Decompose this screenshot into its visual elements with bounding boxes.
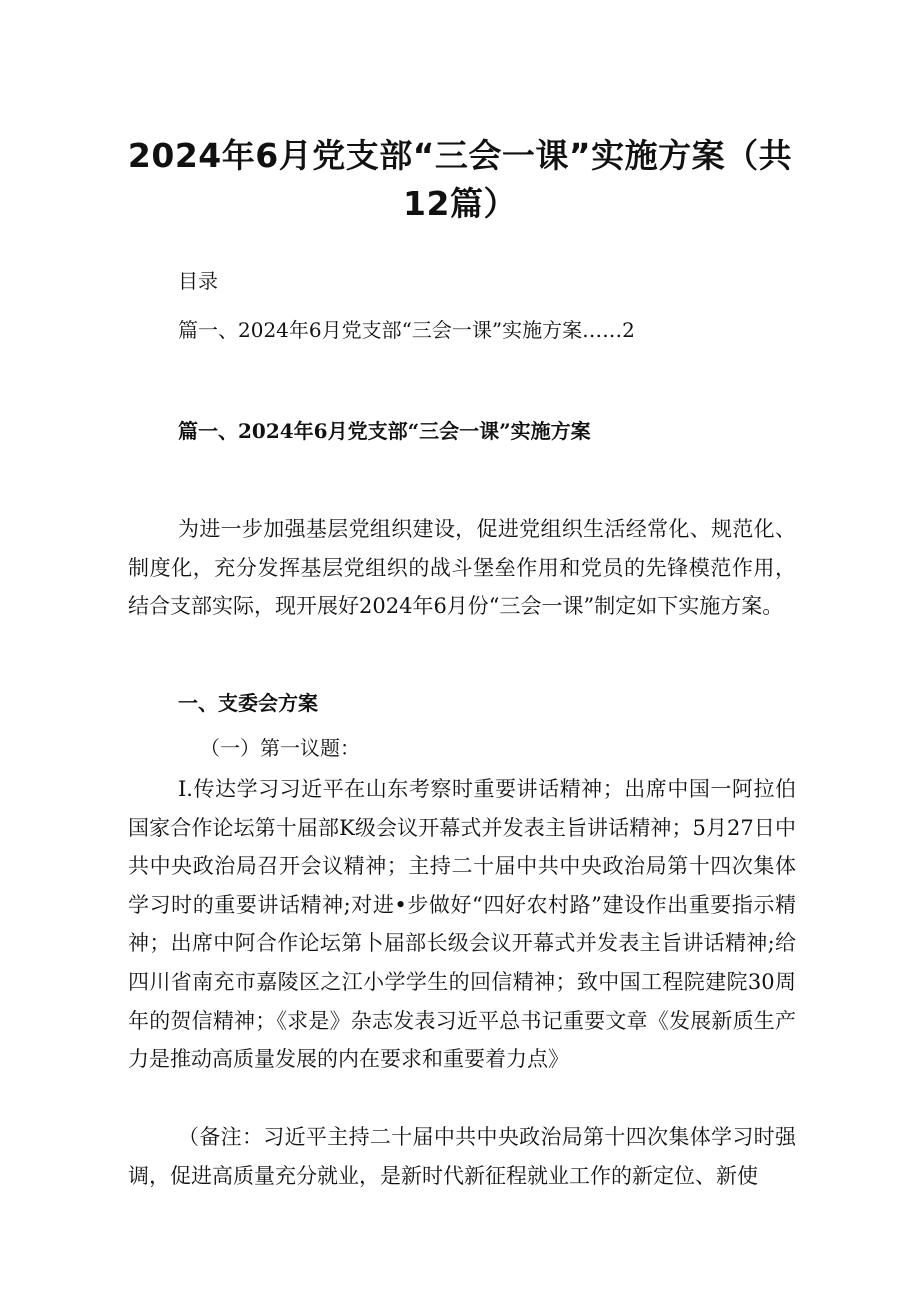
heading-committee-plan: 一、支委会方案 bbox=[178, 691, 318, 715]
document-title: 2024年6月党支部“三会一课”实施方案（共12篇） bbox=[127, 136, 793, 223]
intro-paragraph: 为进一步加强基层党组织建设，促进党组织生活经常化、规范化、制度化，充分发挥基层党组织的战斗堡垒作用和党员的先锋模范作用，结合支部实际，现开展好2024年6月份“三会一课”制定如下实施方案。 bbox=[128, 517, 796, 619]
section-title: 篇一、2024年6月党支部“三会一课”实施方案 bbox=[178, 419, 591, 443]
toc-item[interactable]: 篇一、2024年6月党支部“三会一课”实施方案……2 bbox=[178, 318, 635, 342]
subheading-first-topic: （一）第一议题： bbox=[200, 736, 360, 760]
item-one-paragraph: I.传达学习习近平在山东考察时重要讲话精神；出席中国一阿拉伯国家合作论坛第十届部K级会议开幕式并发表主旨讲话精神；5月27日中共中央政治局召开会议精神；主持二十届中共中央政治局第十四次集体学习时的重要讲话精神;对进•步做好“四好农村路”建设作出重要指示精神；出席中阿合作论坛第卜届部长级会议开幕式并发表主旨讲话精神;给四川省南充市嘉陵区之江小学学生的回信精神；致中国工程院建院30周年的贺信精神；《求是》杂志发表习近平总书记重要文章《发展新质生产力是推动高质量发展的内在要求和重要着力点》 bbox=[128, 777, 796, 1072]
toc-label: 目录 bbox=[178, 269, 218, 293]
note-paragraph: （备注：习近平主持二十届中共中央政治局第十四次集体学习时强调，促进高质量充分就业，是新时代新征程就业工作的新定位、新使 bbox=[128, 1125, 796, 1188]
